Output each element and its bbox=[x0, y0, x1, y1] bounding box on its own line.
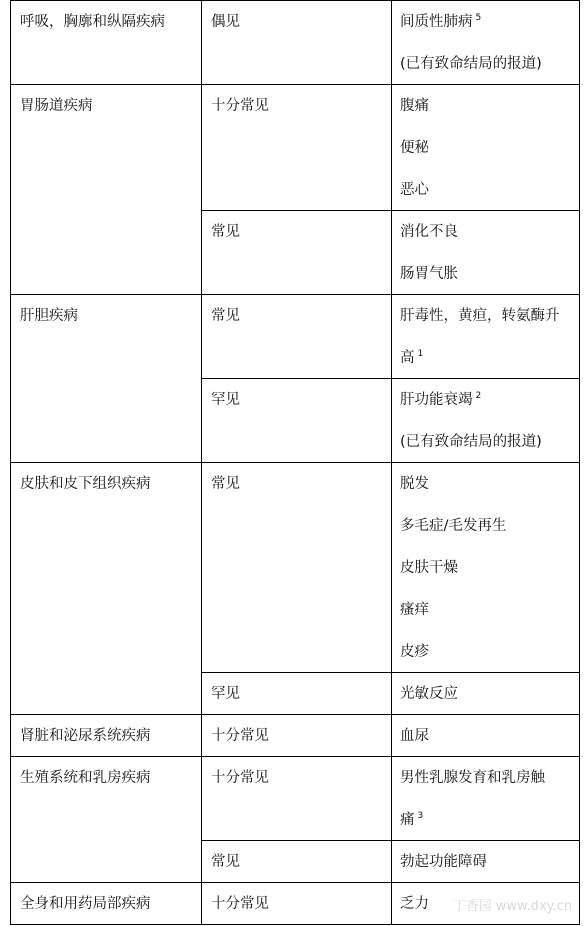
reaction-text: 脱发 bbox=[400, 476, 429, 492]
footnote-marker: 2 bbox=[475, 391, 482, 401]
reaction-text: 腹痛 bbox=[400, 98, 429, 114]
reaction-item bbox=[400, 348, 423, 370]
row-divider bbox=[10, 714, 580, 715]
reaction-item bbox=[400, 306, 560, 326]
reaction-text: 血尿 bbox=[400, 728, 429, 744]
footnote-marker: 5 bbox=[475, 13, 482, 23]
reaction-text: 男性乳腺发育和乳房触 bbox=[400, 770, 545, 786]
reaction-text: (已有致命结局的报道) bbox=[400, 56, 542, 72]
reaction-item bbox=[400, 138, 429, 158]
group-divider bbox=[201, 210, 580, 211]
reaction-text: 便秘 bbox=[400, 140, 429, 156]
reaction-item bbox=[400, 96, 429, 116]
reaction-text: 勃起功能障碍 bbox=[400, 854, 487, 870]
reaction-text: 间质性肺病 bbox=[400, 14, 473, 30]
row-divider bbox=[10, 294, 580, 295]
reaction-item bbox=[400, 600, 429, 620]
frequency-cell: 常见 bbox=[211, 476, 240, 492]
reaction-item bbox=[400, 516, 506, 536]
group-divider bbox=[201, 672, 580, 673]
table-top-border bbox=[10, 0, 580, 1]
system-organ-class-cell: 肝胆疾病 bbox=[20, 308, 78, 324]
reaction-item bbox=[400, 390, 481, 412]
row-divider bbox=[10, 924, 580, 925]
group-divider bbox=[201, 840, 580, 841]
system-organ-class-cell: 生殖系统和乳房疾病 bbox=[20, 770, 151, 786]
reaction-text: (已有致命结局的报道) bbox=[400, 434, 542, 450]
reaction-text: 高 bbox=[400, 350, 415, 366]
reaction-item bbox=[400, 474, 429, 494]
system-organ-class-cell: 全身和用药局部疾病 bbox=[20, 896, 151, 912]
reaction-text: 多毛症/毛发再生 bbox=[400, 518, 507, 534]
reaction-text: 光敏反应 bbox=[400, 686, 458, 702]
reaction-item bbox=[400, 894, 429, 914]
reaction-text: 皮肤干燥 bbox=[400, 560, 458, 576]
reaction-item bbox=[400, 810, 423, 832]
frequency-cell: 罕见 bbox=[211, 392, 240, 408]
system-organ-class-cell: 呼吸，胸廓和纵隔疾病 bbox=[20, 14, 165, 30]
frequency-cell: 十分常见 bbox=[211, 98, 269, 114]
row-divider bbox=[10, 882, 580, 883]
row-divider bbox=[10, 756, 580, 757]
reaction-text: 肝毒性，黄疸，转氨酶升 bbox=[400, 308, 560, 324]
adverse-reactions-table bbox=[10, 0, 580, 924]
frequency-cell: 十分常见 bbox=[211, 896, 269, 912]
frequency-cell: 十分常见 bbox=[211, 728, 269, 744]
frequency-cell: 十分常见 bbox=[211, 770, 269, 786]
footnote-marker: 1 bbox=[417, 349, 424, 359]
system-organ-class-cell: 皮肤和皮下组织疾病 bbox=[20, 476, 151, 492]
reaction-text: 肠胃气胀 bbox=[400, 266, 458, 282]
group-divider bbox=[201, 378, 580, 379]
reaction-item bbox=[400, 180, 429, 200]
reaction-item bbox=[400, 768, 545, 788]
reaction-item bbox=[400, 264, 458, 284]
frequency-cell: 常见 bbox=[211, 308, 240, 324]
frequency-cell: 常见 bbox=[211, 854, 240, 870]
reaction-text: 瘙痒 bbox=[400, 602, 429, 618]
reaction-text: 肝功能衰竭 bbox=[400, 392, 473, 408]
reaction-text: 乏力 bbox=[400, 896, 429, 912]
frequency-cell: 常见 bbox=[211, 224, 240, 240]
row-divider bbox=[10, 84, 580, 85]
reaction-text: 消化不良 bbox=[400, 224, 458, 240]
reaction-item bbox=[400, 432, 542, 452]
reaction-item bbox=[400, 726, 429, 746]
reaction-item bbox=[400, 684, 458, 704]
system-organ-class-cell: 肾脏和泌尿系统疾病 bbox=[20, 728, 151, 744]
reaction-item bbox=[400, 852, 487, 872]
reaction-item bbox=[400, 558, 458, 578]
row-divider bbox=[10, 462, 580, 463]
reaction-item bbox=[400, 54, 542, 74]
system-organ-class-cell: 胃肠道疾病 bbox=[20, 98, 93, 114]
reaction-text: 恶心 bbox=[400, 182, 429, 198]
reaction-item bbox=[400, 642, 429, 662]
reaction-text: 皮疹 bbox=[400, 644, 429, 660]
watermark: 丁香园 www.dxy.cn bbox=[452, 899, 572, 914]
footnote-marker: 3 bbox=[417, 811, 424, 821]
frequency-cell: 偶见 bbox=[211, 14, 240, 30]
reaction-item bbox=[400, 12, 481, 34]
frequency-cell: 罕见 bbox=[211, 686, 240, 702]
reaction-item bbox=[400, 222, 458, 242]
reaction-text: 痛 bbox=[400, 812, 415, 828]
